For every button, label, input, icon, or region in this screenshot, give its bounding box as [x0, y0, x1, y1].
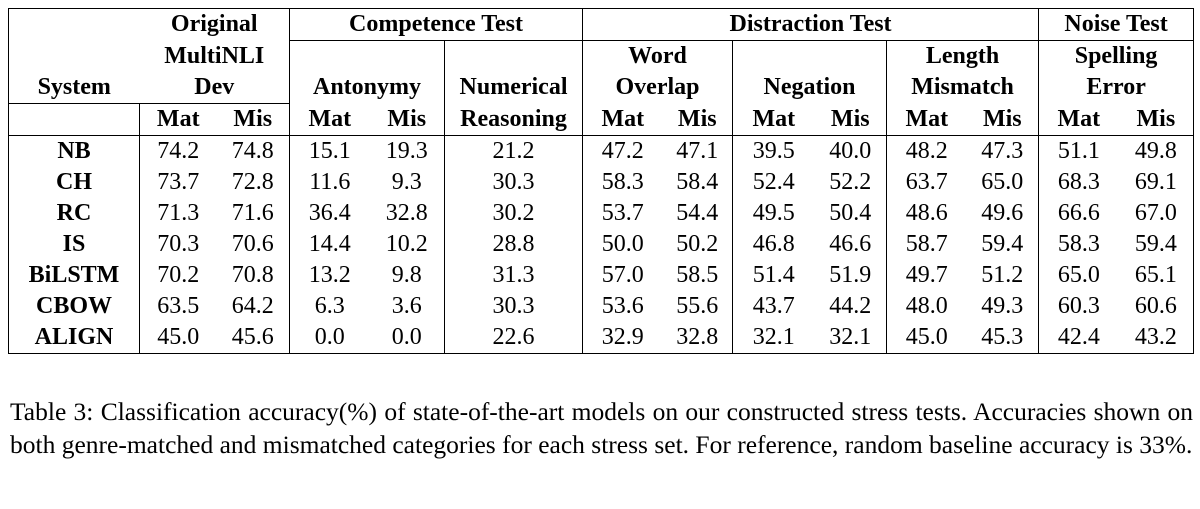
header-system-blank-2 — [9, 41, 140, 73]
header-antonymy-mis: Mis — [370, 104, 445, 136]
header-original-line-2: MultiNLI — [140, 41, 290, 73]
value-cell: 72.8 — [217, 167, 290, 198]
value-cell: 48.0 — [887, 291, 967, 322]
value-cell: 70.2 — [140, 260, 217, 291]
header-negation-mis: Mis — [815, 104, 887, 136]
header-spelling-error-mat: Mat — [1039, 104, 1119, 136]
header-negation-blank — [733, 41, 887, 73]
value-cell: 6.3 — [290, 291, 370, 322]
value-cell: 32.8 — [370, 198, 445, 229]
value-cell: 19.3 — [370, 136, 445, 168]
header-word-overlap-mat: Mat — [583, 104, 663, 136]
value-cell: 65.0 — [1039, 260, 1119, 291]
value-cell: 32.1 — [815, 322, 887, 354]
value-cell: 40.0 — [815, 136, 887, 168]
value-cell: 47.2 — [583, 136, 663, 168]
value-cell: 30.3 — [445, 167, 583, 198]
header-original-line-3: Dev — [140, 72, 290, 104]
value-cell: 70.8 — [217, 260, 290, 291]
value-cell: 28.8 — [445, 229, 583, 260]
table-row — [9, 291, 1194, 322]
value-cell: 73.7 — [140, 167, 217, 198]
value-cell: 49.6 — [967, 198, 1039, 229]
value-cell: 58.5 — [663, 260, 733, 291]
header-length-mismatch-line-2: Mismatch — [887, 72, 1039, 104]
table-row — [9, 260, 1194, 291]
value-cell: 54.4 — [663, 198, 733, 229]
value-cell: 57.0 — [583, 260, 663, 291]
table-row — [9, 136, 1194, 168]
header-antonymy: Antonymy — [290, 72, 445, 104]
header-length-mismatch-mat: Mat — [887, 104, 967, 136]
value-cell: 71.6 — [217, 198, 290, 229]
value-cell: 0.0 — [370, 322, 445, 354]
system-name-cell: CH — [9, 167, 140, 198]
value-cell: 39.5 — [733, 136, 815, 168]
value-cell: 52.2 — [815, 167, 887, 198]
value-cell: 51.9 — [815, 260, 887, 291]
value-cell: 47.3 — [967, 136, 1039, 168]
value-cell: 58.4 — [663, 167, 733, 198]
header-negation: Negation — [733, 72, 887, 104]
table-row — [9, 167, 1194, 198]
value-cell: 30.3 — [445, 291, 583, 322]
system-name-cell: IS — [9, 229, 140, 260]
header-length-mismatch-line-1: Length — [887, 41, 1039, 73]
value-cell: 30.2 — [445, 198, 583, 229]
value-cell: 9.8 — [370, 260, 445, 291]
header-system-blank-4 — [9, 104, 140, 136]
value-cell: 63.7 — [887, 167, 967, 198]
value-cell: 68.3 — [1039, 167, 1119, 198]
value-cell: 69.1 — [1119, 167, 1194, 198]
header-original-mat: Mat — [140, 104, 217, 136]
value-cell: 50.0 — [583, 229, 663, 260]
value-cell: 58.3 — [1039, 229, 1119, 260]
value-cell: 13.2 — [290, 260, 370, 291]
header-distraction-test: Distraction Test — [583, 9, 1039, 41]
results-table — [8, 8, 1194, 354]
value-cell: 71.3 — [140, 198, 217, 229]
value-cell: 74.8 — [217, 136, 290, 168]
value-cell: 53.6 — [583, 291, 663, 322]
value-cell: 59.4 — [1119, 229, 1194, 260]
value-cell: 45.0 — [887, 322, 967, 354]
system-name-cell: CBOW — [9, 291, 140, 322]
value-cell: 47.1 — [663, 136, 733, 168]
value-cell: 46.6 — [815, 229, 887, 260]
header-original-line-1: Original — [140, 9, 290, 41]
header-negation-mat: Mat — [733, 104, 815, 136]
header-spelling-error-line-2: Error — [1039, 72, 1194, 104]
system-name-cell: RC — [9, 198, 140, 229]
value-cell: 74.2 — [140, 136, 217, 168]
value-cell: 45.3 — [967, 322, 1039, 354]
value-cell: 48.2 — [887, 136, 967, 168]
system-name-cell: ALIGN — [9, 322, 140, 354]
value-cell: 66.6 — [1039, 198, 1119, 229]
value-cell: 70.6 — [217, 229, 290, 260]
value-cell: 31.3 — [445, 260, 583, 291]
value-cell: 52.4 — [733, 167, 815, 198]
value-cell: 46.8 — [733, 229, 815, 260]
header-spelling-error-line-1: Spelling — [1039, 41, 1194, 73]
header-numerical-line-1: Numerical — [445, 72, 583, 104]
value-cell: 32.9 — [583, 322, 663, 354]
header-length-mismatch-mis: Mis — [967, 104, 1039, 136]
table-row — [9, 322, 1194, 354]
value-cell: 65.1 — [1119, 260, 1194, 291]
value-cell: 45.6 — [217, 322, 290, 354]
value-cell: 9.3 — [370, 167, 445, 198]
value-cell: 64.2 — [217, 291, 290, 322]
value-cell: 59.4 — [967, 229, 1039, 260]
value-cell: 36.4 — [290, 198, 370, 229]
value-cell: 60.6 — [1119, 291, 1194, 322]
value-cell: 43.7 — [733, 291, 815, 322]
table-row — [9, 198, 1194, 229]
value-cell: 44.2 — [815, 291, 887, 322]
value-cell: 48.6 — [887, 198, 967, 229]
value-cell: 3.6 — [370, 291, 445, 322]
value-cell: 43.2 — [1119, 322, 1194, 354]
table-caption: Table 3: Classification accuracy(%) of state-of-the-art models on our constructed stress tests. Accuracies shown on both genre-matched and mismatched categories for each stress set. For reference, random baseline accuracy is 33%. — [10, 397, 1193, 459]
value-cell: 21.2 — [445, 136, 583, 168]
value-cell: 49.8 — [1119, 136, 1194, 168]
table-header — [9, 9, 1194, 136]
header-word-overlap-line-2: Overlap — [583, 72, 733, 104]
value-cell: 49.3 — [967, 291, 1039, 322]
value-cell: 67.0 — [1119, 198, 1194, 229]
value-cell: 63.5 — [140, 291, 217, 322]
header-numerical-blank — [445, 41, 583, 73]
value-cell: 22.6 — [445, 322, 583, 354]
value-cell: 11.6 — [290, 167, 370, 198]
value-cell: 49.7 — [887, 260, 967, 291]
value-cell: 0.0 — [290, 322, 370, 354]
header-numerical-line-2: Reasoning — [445, 104, 583, 136]
value-cell: 49.5 — [733, 198, 815, 229]
header-antonymy-mat: Mat — [290, 104, 370, 136]
value-cell: 51.1 — [1039, 136, 1119, 168]
header-noise-test: Noise Test — [1039, 9, 1194, 41]
header-word-overlap-mis: Mis — [663, 104, 733, 136]
value-cell: 32.8 — [663, 322, 733, 354]
value-cell: 65.0 — [967, 167, 1039, 198]
value-cell: 15.1 — [290, 136, 370, 168]
header-system: System — [9, 72, 140, 104]
value-cell: 45.0 — [140, 322, 217, 354]
value-cell: 51.4 — [733, 260, 815, 291]
value-cell: 55.6 — [663, 291, 733, 322]
system-name-cell: BiLSTM — [9, 260, 140, 291]
table-row — [9, 229, 1194, 260]
header-word-overlap-line-1: Word — [583, 41, 733, 73]
system-name-cell: NB — [9, 136, 140, 168]
value-cell: 60.3 — [1039, 291, 1119, 322]
header-competence-test: Competence Test — [290, 9, 583, 41]
results-table-container — [8, 8, 1193, 354]
header-antonymy-blank — [290, 41, 445, 73]
value-cell: 53.7 — [583, 198, 663, 229]
value-cell: 42.4 — [1039, 322, 1119, 354]
value-cell: 32.1 — [733, 322, 815, 354]
value-cell: 14.4 — [290, 229, 370, 260]
header-system-blank-1 — [9, 9, 140, 41]
table-body — [9, 136, 1194, 354]
value-cell: 58.3 — [583, 167, 663, 198]
value-cell: 58.7 — [887, 229, 967, 260]
value-cell: 10.2 — [370, 229, 445, 260]
header-original-mis: Mis — [217, 104, 290, 136]
value-cell: 70.3 — [140, 229, 217, 260]
header-spelling-error-mis: Mis — [1119, 104, 1194, 136]
value-cell: 51.2 — [967, 260, 1039, 291]
value-cell: 50.2 — [663, 229, 733, 260]
value-cell: 50.4 — [815, 198, 887, 229]
